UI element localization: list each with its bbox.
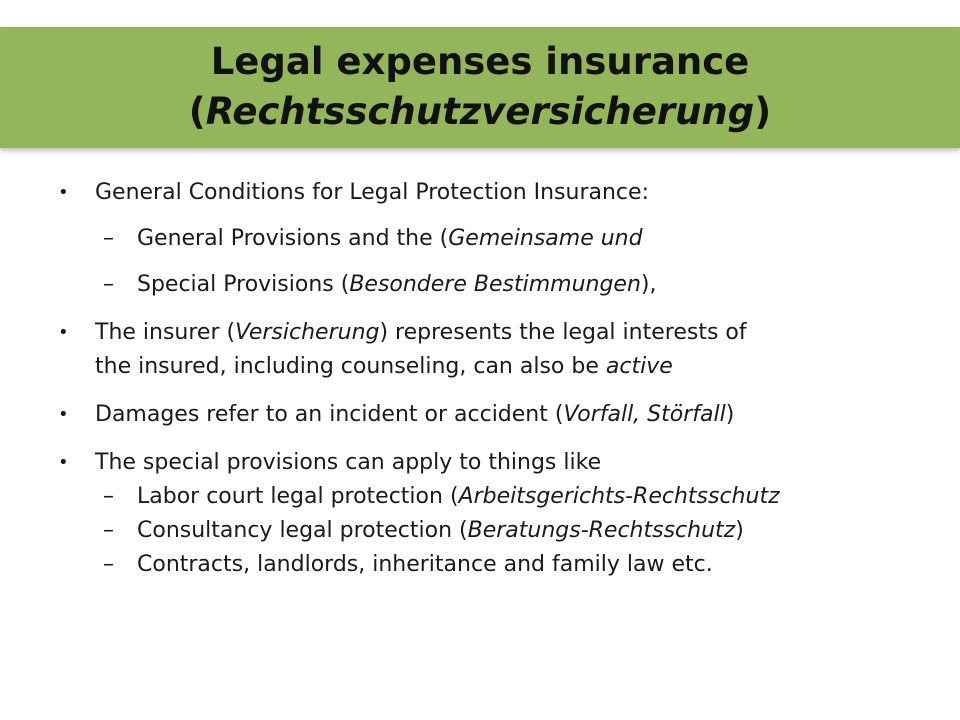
page-title-line-1: Legal expenses insurance <box>210 40 750 83</box>
bullet-text-line-2: the insured, including counseling, can also be <box>95 354 606 379</box>
sub-term: Arbeitsgerichts-Rechtsschutz <box>458 484 780 509</box>
title-german-term: Rechtsschutzversicherung <box>205 90 755 133</box>
sub-text: General Provisions and the ( <box>137 226 449 251</box>
dash-icon: – <box>103 518 114 543</box>
bullet-icon: • <box>58 404 69 425</box>
sub-term: Gemeinsame und <box>448 226 643 251</box>
sub-text: Contracts, landlords, inheritance and family law etc. <box>137 552 713 577</box>
sub-term: Beratungs-Rechtsschutz <box>467 518 736 543</box>
dash-icon: – <box>103 552 114 577</box>
bullet-special-provisions <box>58 446 938 480</box>
bullet-icon: • <box>58 182 69 203</box>
bullet-icon: • <box>58 322 69 343</box>
bullet-icon: • <box>58 452 69 473</box>
sub-labor-court <box>58 480 938 514</box>
bullet-term-active: active <box>605 354 673 379</box>
bullet-text: General Conditions for Legal Protection Insurance: <box>95 180 649 205</box>
bullet-text: The special provisions can apply to things like <box>95 450 602 475</box>
slide-body <box>58 176 938 582</box>
title-paren-close: ) <box>754 90 772 133</box>
sub-consultancy <box>58 514 938 548</box>
bullet-text-end: ) <box>725 402 735 427</box>
sub-special-provisions <box>58 268 938 302</box>
dash-icon: – <box>103 226 114 251</box>
sub-general-provisions <box>58 222 938 256</box>
sub-text: Labor court legal protection ( <box>137 484 459 509</box>
sub-text-end: ), <box>640 272 657 297</box>
sub-contracts <box>58 548 938 582</box>
title-paren-open: ( <box>188 90 206 133</box>
sub-text: Consultancy legal protection ( <box>137 518 468 543</box>
bullet-term: Vorfall, Störfall <box>563 402 726 427</box>
page-title-line-2 <box>0 87 960 137</box>
bullet-damages <box>58 398 938 432</box>
title-banner <box>0 27 960 148</box>
bullet-text: Damages refer to an incident or accident ( <box>95 402 564 427</box>
bullet-text: The insurer ( <box>95 320 236 345</box>
bullet-general-conditions <box>58 176 938 210</box>
dash-icon: – <box>103 272 114 297</box>
dash-icon: – <box>103 484 114 509</box>
bullet-term: Versicherung <box>235 320 380 345</box>
bullet-text-end: ) represents the legal interests of <box>379 320 747 345</box>
sub-term: Besondere Bestimmungen <box>349 272 641 297</box>
sub-text-end: ) <box>735 518 744 543</box>
sub-text: Special Provisions ( <box>137 272 350 297</box>
bullet-insurer <box>58 316 938 384</box>
